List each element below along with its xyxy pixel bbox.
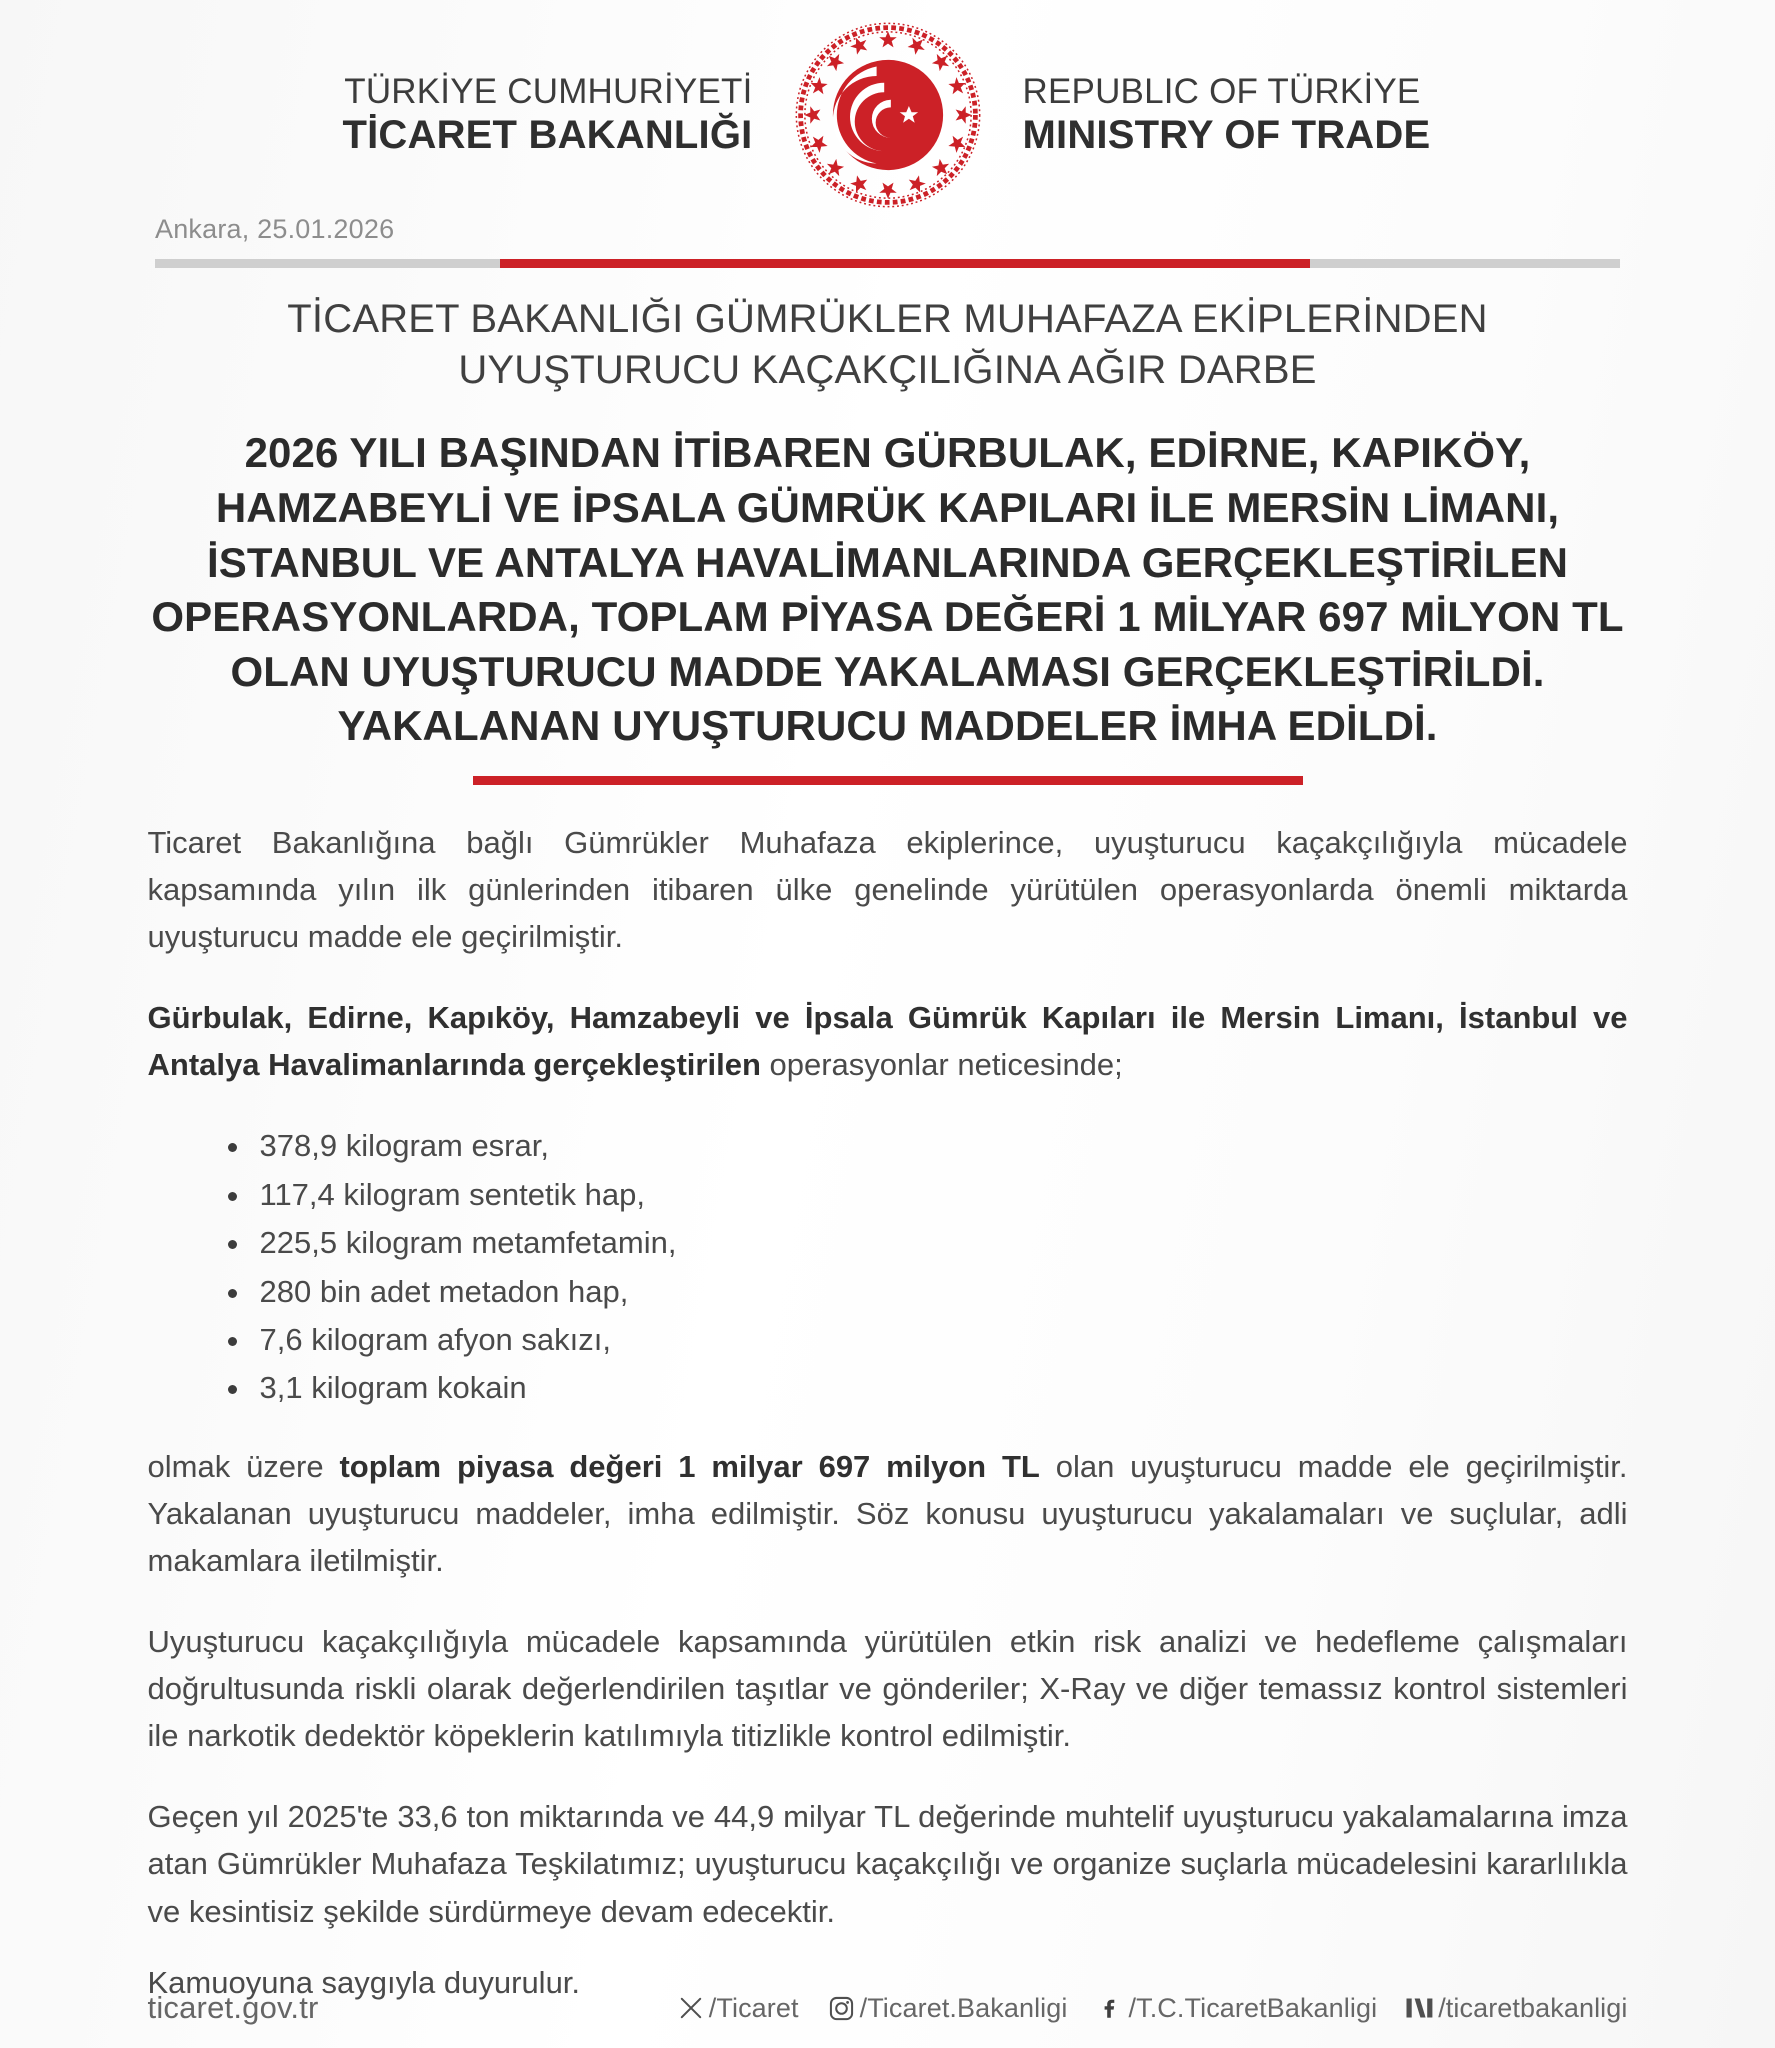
- body-paragraph-5: Geçen yıl 2025'te 33,6 ton miktarında ve 44,9 milyar TL değerinde muhtelif uyuşturucu yakalamalarına imza atan Gümrükler Muhafaza Teşkilatımız; uyuşturucu kaçakçılığı ve organize suçlarla mücadelesini kararlılıkla ve kesintisiz şekilde sürdürmeye devam edecektir.: [147, 1799, 1628, 1929]
- republic-label-english: REPUBLIC OF TÜRKİYE: [1022, 71, 1421, 111]
- body-paragraph-3-bold: toplam piyasa değeri 1 milyar 697 milyon TL: [339, 1448, 1040, 1484]
- ministry-name-turkish: [283, 71, 753, 159]
- ministry-label-turkish: TİCARET BAKANLIĞI: [342, 113, 753, 158]
- ministry-label-english: MINISTRY OF TRADE: [1022, 113, 1431, 158]
- social-handle-instagram: /Ticaret.Bakanligi: [859, 1992, 1068, 2023]
- body-paragraph-3-pre: olmak üzere: [147, 1448, 340, 1484]
- list-item: 7,6 kilogram afyon sakızı,: [226, 1316, 1628, 1364]
- social-handle-x: /Ticaret: [708, 1992, 799, 2023]
- nsosyal-icon: [1405, 1993, 1435, 2023]
- social-link-instagram[interactable]: [827, 1993, 1068, 2024]
- list-item: 280 bin adet metadon hap,: [226, 1268, 1628, 1316]
- facebook-icon: [1096, 1993, 1126, 2023]
- header-divider: [155, 259, 1620, 268]
- list-item: 117,4 kilogram sentetik hap,: [226, 1171, 1628, 1219]
- page-title: [223, 294, 1553, 396]
- list-item: 378,9 kilogram esrar,: [226, 1122, 1628, 1170]
- divider-segment-gray-left: [155, 259, 500, 268]
- divider-segment-red: [500, 259, 1310, 268]
- republic-label-turkish: TÜRKİYE CUMHURİYETİ: [344, 71, 753, 111]
- body-paragraph-4: Uyuşturucu kaçakçılığıyla mücadele kapsamında yürütülen etkin risk analizi ve hedefleme çalışmaları doğrultusunda riskli olarak değerlendirilen taşıtlar ve gönderiler; X-Ray ve diğer temassız kontrol sistemleri ile narkotik dedektör köpeklerin katılımıyla titizlikle kontrol edilmiştir.: [147, 1623, 1628, 1754]
- list-item: 225,5 kilogram metamfetamin,: [226, 1219, 1628, 1267]
- dateline: Ankara, 25.01.2026: [155, 214, 395, 244]
- document-body: [148, 785, 1628, 2001]
- social-links: [676, 1993, 1628, 2024]
- social-handle-facebook: /T.C.TicaretBakanligi: [1128, 1992, 1378, 2023]
- website-link[interactable]: ticaret.gov.tr: [147, 1990, 319, 2025]
- headline-summary: 2026 YILI BAŞINDAN İTİBAREN GÜRBULAK, EDİRNE, KAPIKÖY, HAMZABEYLİ VE İPSALA GÜMRÜK KAPILARI İLE MERSİN LİMANI, İSTANBUL VE ANTALYA HAVALİMANLARINDA GERÇEKLEŞTİRİLEN OPERASYONLARDA, TOPLAM PİYASA DEĞERİ 1 MİLYAR 697 MİLYON TL OLAN UYUŞTURUCU MADDE YAKALAMASI GERÇEKLEŞTİRİLDİ. YAKALANAN UYUŞTURUCU MADDELER İMHA EDİLDİ.: [151, 429, 1624, 750]
- page-title-line-1: TİCARET BAKANLIĞI GÜMRÜKLER MUHAFAZA EKİPLERİNDEN: [287, 297, 1488, 341]
- x-twitter-icon: [676, 1993, 706, 2023]
- social-link-facebook[interactable]: [1096, 1993, 1378, 2024]
- turkiye-ministry-of-trade-emblem: [793, 20, 983, 210]
- seized-drugs-list: [148, 1122, 1628, 1412]
- social-handle-nsosyal: /ticaretbakanligi: [1438, 1992, 1628, 2023]
- ministry-name-english: [1023, 71, 1493, 159]
- dateline-row: [0, 210, 1775, 245]
- body-paragraph-2: [148, 994, 1628, 1088]
- social-link-nsosyal[interactable]: [1405, 1993, 1627, 2024]
- closing-statement: Kamuoyuna saygıyla duyurulur.: [147, 1964, 581, 2000]
- divider-segment-gray-right: [1310, 259, 1620, 268]
- list-item: 3,1 kilogram kokain: [226, 1364, 1628, 1412]
- body-paragraph-2-bold: Gürbulak, Edirne, Kapıköy, Hamzabeyli ve İpsala Gümrük Kapıları ile Mersin Limanı, İstanbul ve Antalya Havalimanlarında gerçekleştirilen: [147, 1000, 1628, 1083]
- document-header: [0, 0, 1775, 210]
- body-paragraph-3-post: olan uyuşturucu madde ele geçirilmiştir. Yakalanan uyuşturucu maddeler, imha edilmiştir. Söz konusu uyuşturucu yakalamaları ve suçlular, adli makamlara iletilmiştir.: [147, 1448, 1628, 1578]
- page-title-line-2: UYUŞTURUCU KAÇAKÇILIĞINA AĞIR DARBE: [458, 348, 1317, 393]
- body-paragraph-2-rest: operasyonlar neticesinde;: [760, 1047, 1123, 1083]
- body-paragraph-3: [148, 1443, 1628, 1584]
- body-paragraph-1: Ticaret Bakanlığına bağlı Gümrükler Muhafaza ekiplerince, uyuşturucu kaçakçılığıyla mücadele kapsamında yılın ilk günlerinden itibaren ülke genelinde yürütülen operasyonlarda önemli miktarda uyuşturucu madde ele geçirilmiştir.: [147, 824, 1628, 955]
- headline-divider: [473, 776, 1303, 785]
- instagram-icon: [827, 1993, 857, 2023]
- document-footer: [148, 1990, 1628, 2026]
- social-link-x[interactable]: [676, 1993, 799, 2024]
